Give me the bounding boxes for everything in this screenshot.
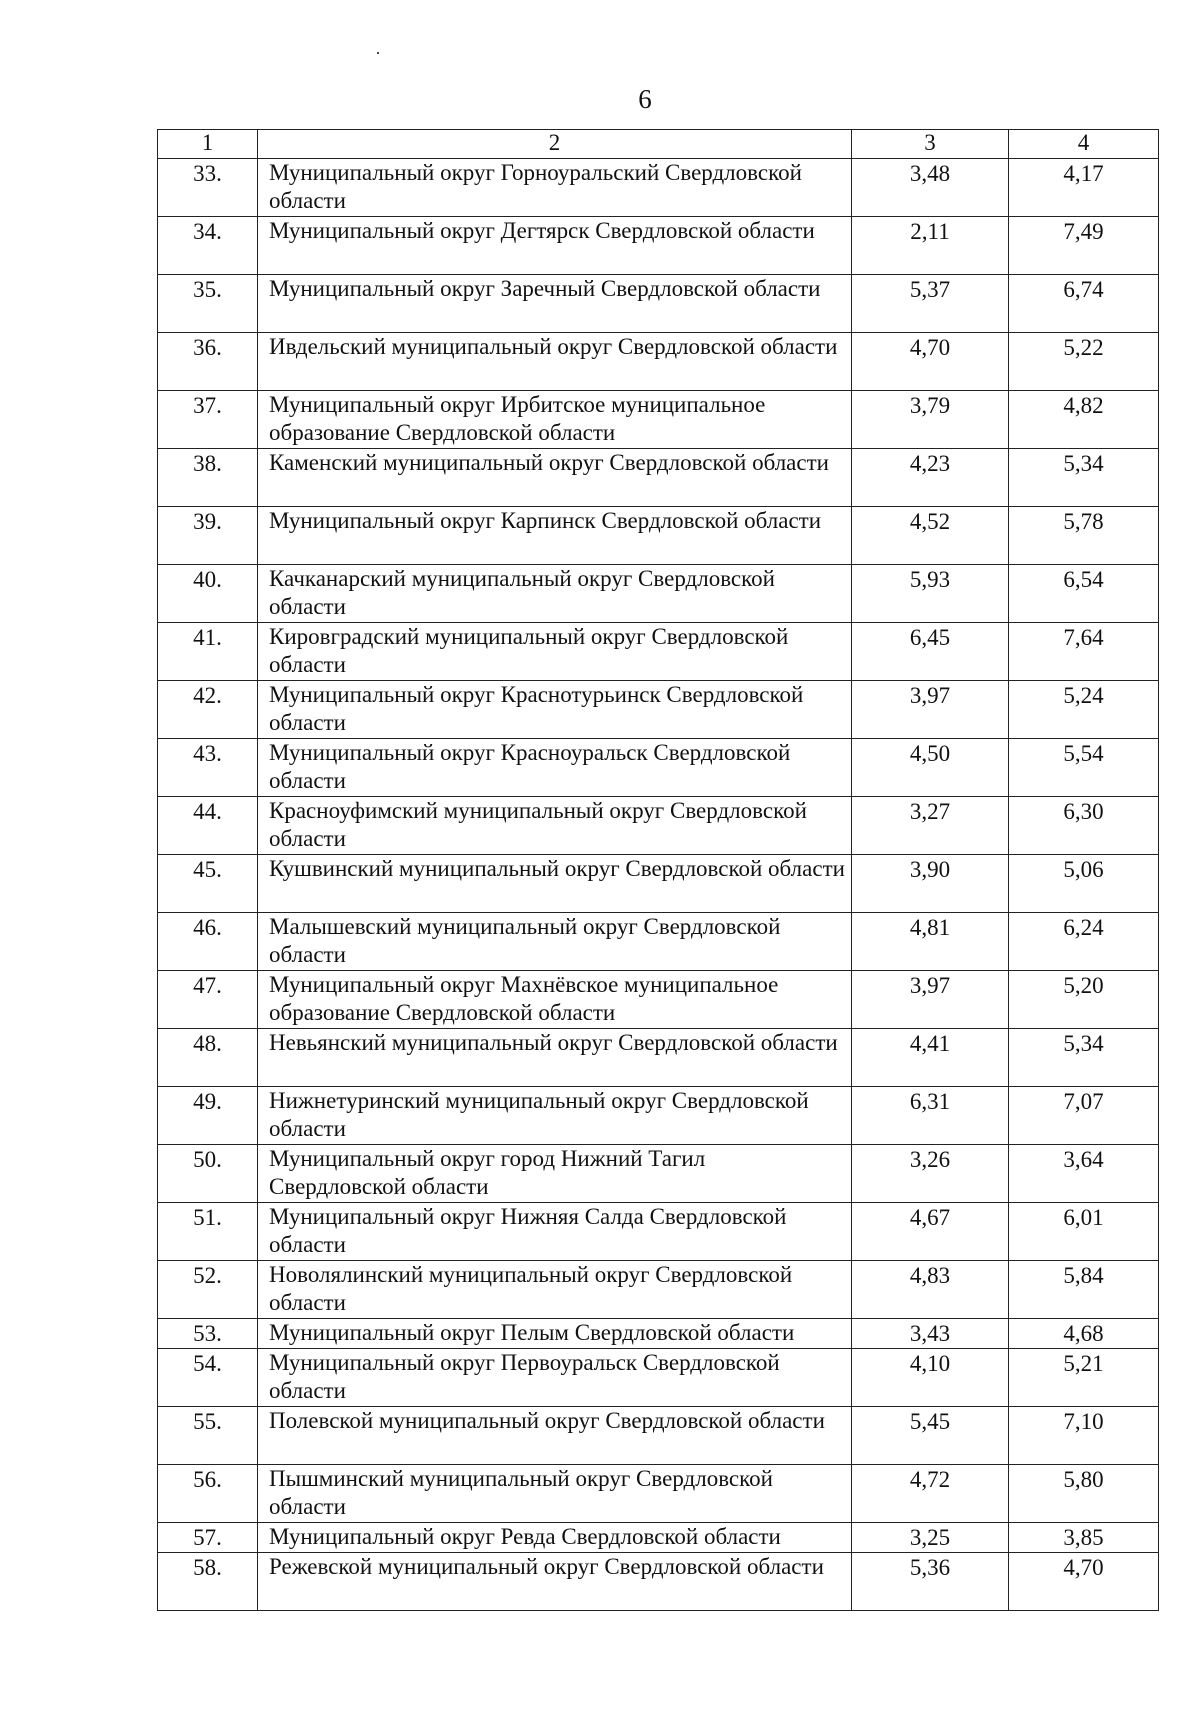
value-col3: 5,37: [852, 275, 1009, 333]
table-row: [158, 333, 1159, 391]
value-col4: 6,01: [1009, 1203, 1159, 1261]
value-col3: 3,48: [852, 159, 1009, 217]
row-number: 54.: [158, 1349, 258, 1407]
table-row: [158, 739, 1159, 797]
row-number: 45.: [158, 855, 258, 913]
row-number: 36.: [158, 333, 258, 391]
table-row: [158, 971, 1159, 1029]
value-col4: 7,07: [1009, 1087, 1159, 1145]
row-number: 52.: [158, 1261, 258, 1319]
column-header-4: 4: [1009, 130, 1159, 159]
municipality-name: Муниципальный округ Горноуральский Свердловской области: [258, 159, 852, 217]
value-col4: 3,64: [1009, 1145, 1159, 1203]
value-col4: 4,17: [1009, 159, 1159, 217]
table-row: [158, 855, 1159, 913]
value-col4: 6,74: [1009, 275, 1159, 333]
row-number: 57.: [158, 1523, 258, 1553]
value-col3: 4,72: [852, 1465, 1009, 1523]
municipality-name: Кировградский муниципальный округ Свердловской области: [258, 623, 852, 681]
value-col3: 3,27: [852, 797, 1009, 855]
value-col3: 4,50: [852, 739, 1009, 797]
value-col4: 6,54: [1009, 565, 1159, 623]
table-row: [158, 565, 1159, 623]
municipality-name: Муниципальный округ Заречный Свердловской области: [258, 275, 852, 333]
municipality-name: Муниципальный округ Ревда Свердловской области: [258, 1523, 852, 1553]
table-row: [158, 1523, 1159, 1553]
scan-speck: [377, 52, 379, 54]
municipality-name: Муниципальный округ Дегтярск Свердловской области: [258, 217, 852, 275]
row-number: 43.: [158, 739, 258, 797]
row-number: 40.: [158, 565, 258, 623]
table-row: [158, 1319, 1159, 1349]
table-row: [158, 1087, 1159, 1145]
value-col4: 5,78: [1009, 507, 1159, 565]
table-row: [158, 623, 1159, 681]
value-col3: 5,36: [852, 1553, 1009, 1611]
header-row: [158, 130, 1159, 159]
table-row: [158, 449, 1159, 507]
row-number: 53.: [158, 1319, 258, 1349]
column-header-2: 2: [258, 130, 852, 159]
value-col3: 4,70: [852, 333, 1009, 391]
municipality-name: Муниципальный округ Карпинск Свердловской области: [258, 507, 852, 565]
table-row: [158, 1553, 1159, 1611]
data-table: [157, 129, 1159, 1611]
value-col3: 2,11: [852, 217, 1009, 275]
value-col4: 5,54: [1009, 739, 1159, 797]
row-number: 55.: [158, 1407, 258, 1465]
row-number: 34.: [158, 217, 258, 275]
municipality-name: Новолялинский муниципальный округ Свердловской области: [258, 1261, 852, 1319]
page-number: 6: [638, 84, 652, 114]
municipality-name: Муниципальный округ город Нижний Тагил Свердловской области: [258, 1145, 852, 1203]
value-col3: 4,41: [852, 1029, 1009, 1087]
municipality-name: Муниципальный округ Махнёвское муниципальное образование Свердловской области: [258, 971, 852, 1029]
row-number: 56.: [158, 1465, 258, 1523]
value-col3: 3,79: [852, 391, 1009, 449]
value-col3: 4,83: [852, 1261, 1009, 1319]
municipality-name: Каменский муниципальный округ Свердловской области: [258, 449, 852, 507]
value-col4: 5,06: [1009, 855, 1159, 913]
row-number: 44.: [158, 797, 258, 855]
row-number: 38.: [158, 449, 258, 507]
value-col3: 3,90: [852, 855, 1009, 913]
row-number: 50.: [158, 1145, 258, 1203]
row-number: 58.: [158, 1553, 258, 1611]
row-number: 42.: [158, 681, 258, 739]
value-col3: 5,93: [852, 565, 1009, 623]
value-col3: 4,81: [852, 913, 1009, 971]
municipality-name: Ивдельский муниципальный округ Свердловской области: [258, 333, 852, 391]
value-col3: 4,10: [852, 1349, 1009, 1407]
value-col4: 3,85: [1009, 1523, 1159, 1553]
table-row: [158, 1145, 1159, 1203]
table-row: [158, 217, 1159, 275]
municipality-name: Полевской муниципальный округ Свердловской области: [258, 1407, 852, 1465]
table-row: [158, 681, 1159, 739]
municipality-name: Качканарский муниципальный округ Свердловской области: [258, 565, 852, 623]
value-col4: 7,10: [1009, 1407, 1159, 1465]
value-col4: 4,82: [1009, 391, 1159, 449]
table-row: [158, 1029, 1159, 1087]
value-col3: 4,23: [852, 449, 1009, 507]
value-col4: 5,34: [1009, 449, 1159, 507]
row-number: 39.: [158, 507, 258, 565]
value-col3: 6,45: [852, 623, 1009, 681]
value-col4: 5,21: [1009, 1349, 1159, 1407]
row-number: 51.: [158, 1203, 258, 1261]
value-col4: 4,70: [1009, 1553, 1159, 1611]
column-header-1: 1: [158, 130, 258, 159]
row-number: 33.: [158, 159, 258, 217]
row-number: 46.: [158, 913, 258, 971]
value-col3: 3,97: [852, 971, 1009, 1029]
municipality-name: Нижнетуринский муниципальный округ Свердловской области: [258, 1087, 852, 1145]
value-col4: 6,24: [1009, 913, 1159, 971]
table-row: [158, 1349, 1159, 1407]
municipality-name: Красноуфимский муниципальный округ Свердловской области: [258, 797, 852, 855]
table-row: [158, 391, 1159, 449]
value-col4: 5,24: [1009, 681, 1159, 739]
value-col3: 3,97: [852, 681, 1009, 739]
value-col4: 5,80: [1009, 1465, 1159, 1523]
table-row: [158, 507, 1159, 565]
municipality-name: Пышминский муниципальный округ Свердловской области: [258, 1465, 852, 1523]
value-col3: 3,43: [852, 1319, 1009, 1349]
municipality-name: Режевской муниципальный округ Свердловской области: [258, 1553, 852, 1611]
value-col4: 5,22: [1009, 333, 1159, 391]
value-col4: 5,84: [1009, 1261, 1159, 1319]
value-col4: 7,64: [1009, 623, 1159, 681]
table-row: [158, 1203, 1159, 1261]
municipality-name: Муниципальный округ Ирбитское муниципальное образование Свердловской области: [258, 391, 852, 449]
municipality-name: Малышевский муниципальный округ Свердловской области: [258, 913, 852, 971]
municipality-name: Муниципальный округ Нижняя Салда Свердловской области: [258, 1203, 852, 1261]
table-row: [158, 1407, 1159, 1465]
value-col3: 3,26: [852, 1145, 1009, 1203]
table-row: [158, 1465, 1159, 1523]
value-col3: 6,31: [852, 1087, 1009, 1145]
value-col3: 3,25: [852, 1523, 1009, 1553]
table-row: [158, 797, 1159, 855]
row-number: 37.: [158, 391, 258, 449]
value-col4: 6,30: [1009, 797, 1159, 855]
value-col4: 7,49: [1009, 217, 1159, 275]
row-number: 41.: [158, 623, 258, 681]
table-row: [158, 275, 1159, 333]
municipality-name: Невьянский муниципальный округ Свердловской области: [258, 1029, 852, 1087]
table-row: [158, 913, 1159, 971]
municipality-name: Муниципальный округ Красноуральск Свердловской области: [258, 739, 852, 797]
table-row: [158, 1261, 1159, 1319]
value-col4: 5,20: [1009, 971, 1159, 1029]
value-col3: 5,45: [852, 1407, 1009, 1465]
value-col4: 5,34: [1009, 1029, 1159, 1087]
row-number: 48.: [158, 1029, 258, 1087]
row-number: 47.: [158, 971, 258, 1029]
value-col3: 4,67: [852, 1203, 1009, 1261]
value-col3: 4,52: [852, 507, 1009, 565]
value-col4: 4,68: [1009, 1319, 1159, 1349]
municipality-name: Муниципальный округ Первоуральск Свердловской области: [258, 1349, 852, 1407]
municipality-name: Муниципальный округ Пелым Свердловской области: [258, 1319, 852, 1349]
municipality-name: Кушвинский муниципальный округ Свердловской области: [258, 855, 852, 913]
municipality-name: Муниципальный округ Краснотурьинск Свердловской области: [258, 681, 852, 739]
row-number: 35.: [158, 275, 258, 333]
row-number: 49.: [158, 1087, 258, 1145]
table-row: [158, 159, 1159, 217]
column-header-3: 3: [852, 130, 1009, 159]
